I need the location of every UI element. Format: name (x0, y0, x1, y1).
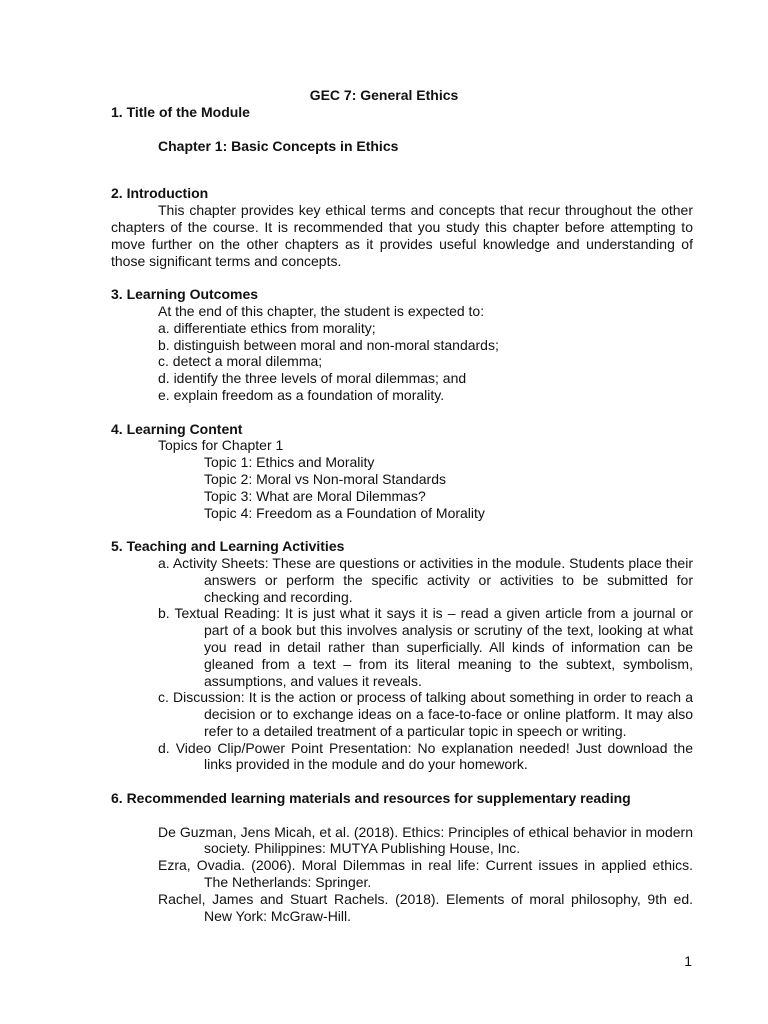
section-heading: 2. Introduction (111, 185, 209, 202)
list-item: Topic 1: Ethics and Morality (204, 454, 375, 471)
outcomes-intro: At the end of this chapter, the student is expected to: (158, 302, 485, 319)
section-heading: 5. Teaching and Learning Activities (111, 538, 345, 555)
section-heading: 1. Title of the Module (111, 104, 250, 120)
introduction-paragraph: This chapter provides key ethical terms and concepts that recur throughout the other chapters of the course. It is recommended that you study this chapter before attempting to move further on the other chapters as it provides useful knowledge and understanding of those significant terms and concepts. (111, 202, 693, 269)
list-item: Topic 3: What are Moral Dilemmas? (204, 487, 426, 504)
chapter-title: Chapter 1: Basic Concepts in Ethics (158, 137, 399, 154)
section-recommended-materials (111, 790, 693, 924)
section-learning-outcomes (111, 286, 693, 404)
section-learning-content (111, 421, 693, 522)
section-heading: 3. Learning Outcomes (111, 286, 259, 303)
document-title: GEC 7: General Ethics (309, 87, 459, 103)
list-item: a. Activity Sheets: These are questions or activities in the module. Students place their answers or perform the specific activity or activities to be submitted for checking and recording. (158, 554, 693, 605)
list-item: e. explain freedom as a foundation of morality. (158, 386, 445, 403)
section-heading: 4. Learning Content (111, 420, 243, 437)
reference-item: De Guzman, Jens Micah, et al. (2018). Ethics: Principles of ethical behavior in modern society. Philippines: MUTYA Publishing House, Inc. (158, 823, 693, 857)
list-item: b. Textual Reading: It is just what it says it is – read a given article from a journal or part of a book but this involves analysis or scrutiny of the text, looking at what you read in detail rather than superficially. All kinds of information can be gleaned from a text – from its literal meaning to the subtext, symbolism, assumptions, and values it reveals. (158, 605, 693, 689)
section-title-of-module (111, 104, 693, 155)
list-item: Topic 2: Moral vs Non-moral Standards (204, 470, 446, 487)
list-item: c. detect a moral dilemma; (158, 353, 323, 370)
topics-label: Topics for Chapter 1 (158, 437, 284, 454)
list-item: Topic 4: Freedom as a Foundation of Morality (204, 504, 485, 521)
reference-item: Ezra, Ovadia. (2006). Moral Dilemmas in real life: Current issues in applied ethics. The Netherlands: Springer. (158, 857, 693, 891)
section-introduction (111, 185, 693, 269)
page-number: 1 (684, 953, 692, 969)
list-item: b. distinguish between moral and non-moral standards; (158, 336, 499, 353)
reference-item: Rachel, James and Stuart Rachels. (2018). Elements of moral philosophy, 9th ed. New York: McGraw-Hill. (158, 890, 693, 924)
document-body (111, 104, 693, 924)
list-item: d. identify the three levels of moral dilemmas; and (158, 370, 467, 387)
list-item: c. Discussion: It is the action or process of talking about something in order to reach a decision or to exchange ideas on a face-to-face or online platform. It may also refer to a detailed treatment of a particular topic in speech or writing. (158, 689, 693, 739)
list-item: a. differentiate ethics from morality; (158, 319, 376, 336)
section-heading: 6. Recommended learning materials and resources for supplementary reading (111, 790, 631, 807)
section-teaching-activities (111, 538, 693, 773)
list-item: d. Video Clip/Power Point Presentation: No explanation needed! Just download the links provided in the module and do your homework. (158, 739, 693, 773)
